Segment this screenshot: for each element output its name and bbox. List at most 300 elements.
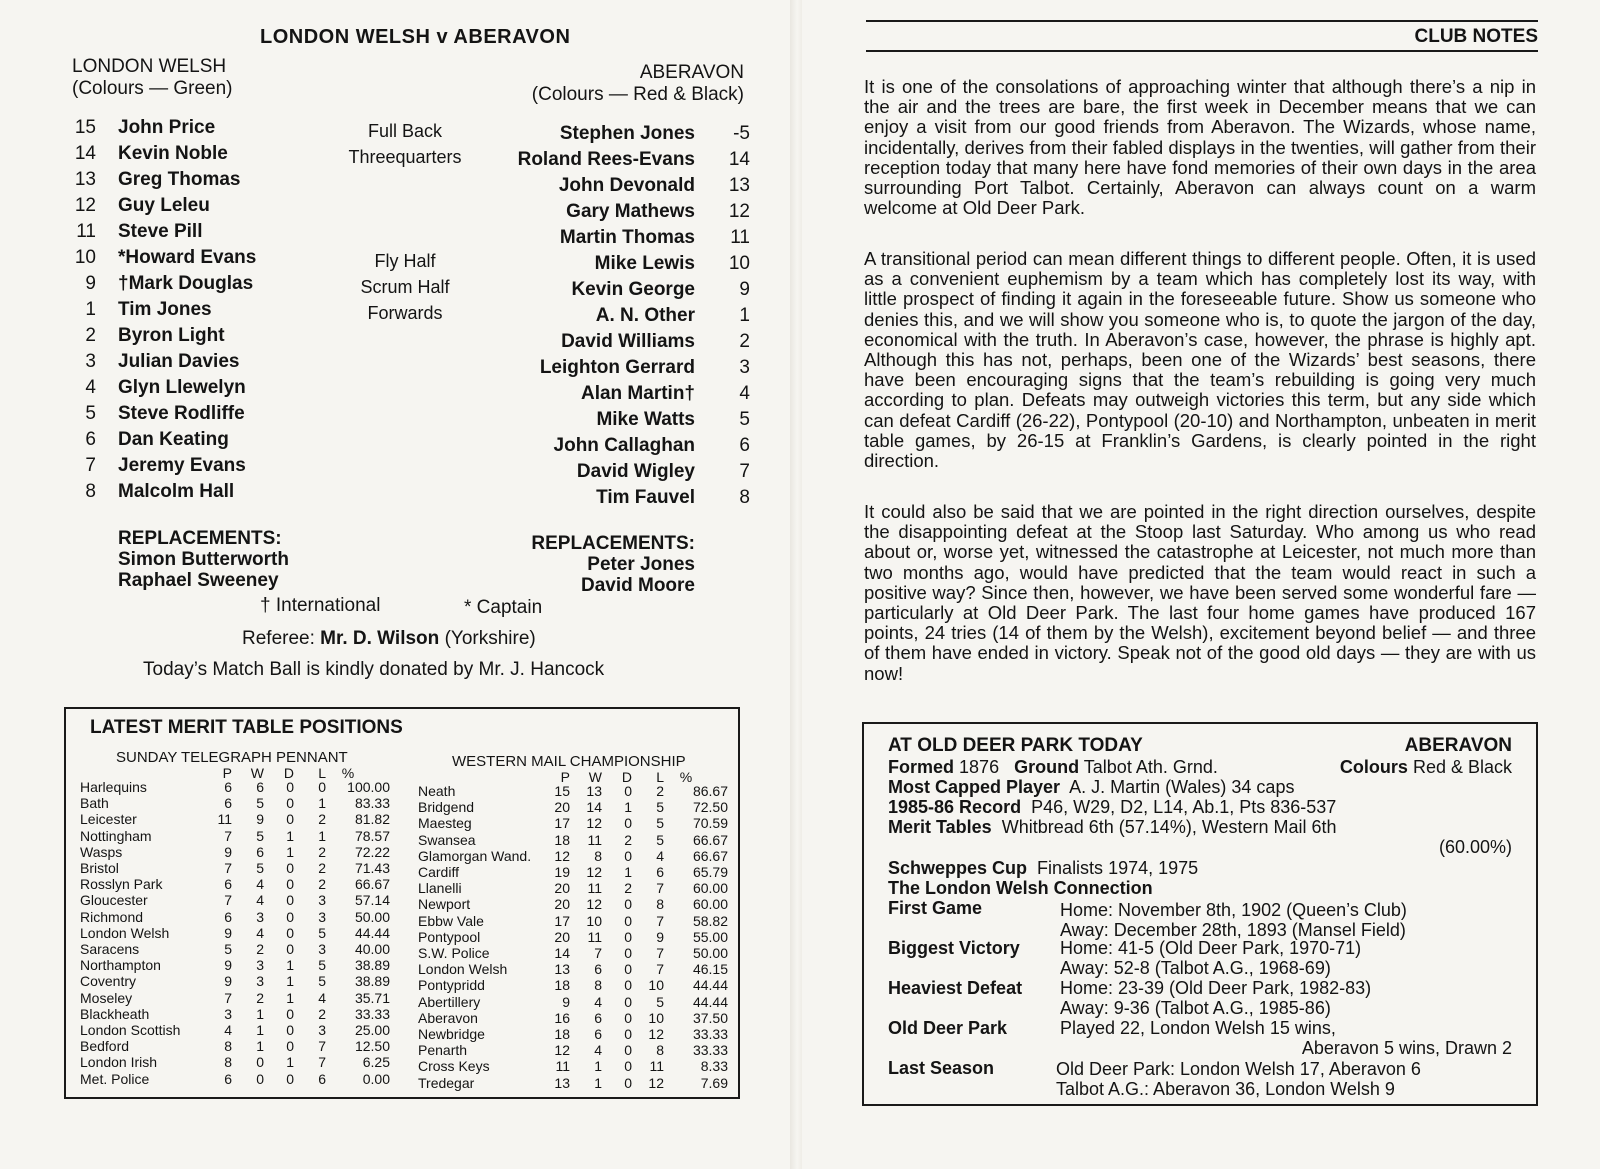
lost-cell: 2 [318, 860, 326, 876]
percent-cell: 37.50 [692, 1009, 728, 1026]
team-name-cell: Coventry [80, 973, 137, 990]
won-cell: 6 [594, 961, 602, 978]
team-name-cell: Bedford [80, 1038, 130, 1055]
played-cell: 5 [224, 941, 232, 957]
lost-cell: 4 [656, 847, 664, 864]
team-name-cell: London Irish [80, 1054, 158, 1071]
captain-note: * Captain [464, 597, 543, 618]
table-row [80, 1022, 394, 1038]
home-player-row [70, 429, 270, 455]
home-player-row [70, 403, 270, 429]
western-mail-title: WESTERN MAIL CHAMPIONSHIP [452, 753, 686, 770]
home-player-row [70, 377, 270, 403]
drawn-cell: 0 [624, 1058, 632, 1075]
away-player-row [480, 383, 750, 409]
won-cell: 7 [594, 945, 602, 961]
last-season-value-2: Talbot A.G.: Aberavon 36, London Welsh 9 [1056, 1079, 1395, 1099]
away-player-number: 14 [728, 149, 750, 170]
schweppes-line [888, 858, 1198, 878]
sunday-telegraph-title: SUNDAY TELEGRAPH PENNANT [116, 749, 348, 766]
percent-cell: 72.22 [354, 843, 390, 860]
team-name-cell: Bristol [80, 860, 119, 876]
lost-cell: 5 [318, 924, 326, 941]
won-cell: 12 [586, 815, 602, 832]
drawn-cell: 0 [624, 961, 632, 978]
team-name-cell: Llanelli [418, 880, 462, 897]
lost-cell: 2 [318, 843, 326, 860]
home-player-number: 9 [85, 273, 96, 294]
last-season-label: Last Season [888, 1058, 995, 1078]
drawn-cell: 0 [624, 1009, 632, 1026]
table-row [80, 1054, 394, 1070]
away-player-number: 13 [728, 175, 750, 196]
lost-cell: 5 [656, 993, 664, 1010]
won-cell: 1 [256, 1038, 264, 1055]
played-cell: 11 [217, 811, 232, 828]
ground-label: Ground [1014, 757, 1080, 777]
drawn-cell: 0 [286, 908, 294, 925]
drawn-cell: 0 [624, 847, 632, 864]
drawn-cell: 0 [624, 1074, 632, 1091]
percent-cell: 12.50 [354, 1038, 390, 1055]
drawn-cell: 0 [624, 1042, 632, 1059]
percent-cell: 25.00 [354, 1022, 390, 1038]
away-replacements-label: REPLACEMENTS: [531, 533, 695, 554]
won-cell: 5 [256, 795, 264, 812]
table-row [418, 1026, 732, 1042]
drawn-cell: 0 [624, 977, 632, 994]
home-player-row [70, 481, 270, 507]
lost-cell: 11 [649, 1058, 664, 1075]
lost-cell: 5 [656, 799, 664, 816]
referee-name: Mr. D. Wilson [320, 628, 440, 649]
merit-title: LATEST MERIT TABLE POSITIONS [90, 717, 403, 738]
team-name-cell: Nottingham [80, 827, 152, 844]
home-player-row [70, 299, 270, 325]
table-row [418, 896, 732, 912]
away-player-row [480, 253, 750, 279]
played-cell: 20 [554, 799, 570, 816]
away-player-number: 10 [728, 253, 750, 274]
away-player-number: 4 [739, 383, 750, 404]
played-cell: 12 [554, 847, 570, 864]
referee-region: (Yorkshire) [444, 628, 536, 649]
away-player-row [480, 305, 750, 331]
percent-cell: 78.57 [354, 827, 390, 844]
column-header: D [621, 769, 632, 785]
won-cell: 4 [256, 924, 264, 941]
referee-line [242, 628, 536, 650]
drawn-cell: 1 [286, 1054, 294, 1071]
top-rule [866, 20, 1538, 22]
home-player-name: Greg Thomas [118, 169, 241, 190]
heaviest-defeat-home: Home: 23-39 (Old Deer Park, 1982-83) [1060, 978, 1372, 998]
away-player-row [480, 487, 750, 513]
drawn-cell: 0 [286, 811, 294, 828]
played-cell: 20 [554, 880, 570, 897]
table-row [418, 864, 732, 880]
drawn-cell: 0 [286, 1070, 294, 1087]
played-cell: 18 [554, 977, 570, 994]
heaviest-defeat-away: Away: 9-36 (Talbot A.G., 1985-86) [1060, 998, 1331, 1018]
home-team-name: LONDON WELSH [72, 56, 227, 77]
lost-cell: 7 [656, 912, 664, 929]
lost-cell: 2 [656, 783, 664, 799]
percent-cell: 46.15 [692, 961, 728, 978]
merit-tables-label: Merit Tables [888, 817, 992, 837]
won-cell: 4 [594, 1042, 602, 1059]
team-name-cell: London Welsh [80, 924, 170, 941]
london-welsh-connection: The London Welsh Connection [888, 878, 1153, 898]
column-header: W [250, 765, 264, 781]
first-game-label: First Game [888, 898, 983, 918]
won-cell: 10 [586, 912, 602, 929]
table-row [80, 860, 394, 876]
home-player-name: Julian Davies [118, 351, 240, 372]
club-notes-paragraph-2: A transitional period can mean different things to different people. Often, it is used as a convenient euphemism by a team which has completely lost its way, with little prospect of finding it again in the foreseeable future. Show us someone who denies this, and we will show you someone who is, to quote the jargon of the day, economical with the truth. In Aberavon’s case, however, the phrase is highly apt. Although this has not, perhaps, been one of the Wizards’ best seasons, there have been encouraging signs that the team’s rebuilding is going very much according to plan. Defeats may outweigh victories this term, but any side which can defeat Cardiff (26-22), Pontypool (20-10) and Northampton, unbeaten in merit table games, by 26-15 at Franklin’s Gardens, is clearly pointed in the right direction. [864, 248, 1536, 472]
home-player-row [70, 325, 270, 351]
drawn-cell: 0 [624, 783, 632, 799]
international-note: † International [260, 595, 381, 616]
lost-cell: 12 [648, 1074, 664, 1091]
biggest-victory-home: Home: 41-5 (Old Deer Park, 1970-71) [1060, 938, 1362, 958]
table-row [418, 1010, 732, 1026]
played-cell: 3 [224, 1005, 232, 1022]
won-cell: 9 [256, 811, 264, 828]
table-row [80, 844, 394, 860]
home-player-number: 10 [74, 247, 96, 268]
played-cell: 15 [554, 783, 570, 799]
percent-cell: 38.89 [354, 973, 390, 990]
most-capped-line [888, 777, 1294, 797]
away-player-name: David Williams [561, 331, 695, 352]
home-replacements [118, 528, 289, 591]
formed-line [888, 757, 1218, 777]
percent-cell: 44.44 [692, 977, 728, 994]
team-name-cell: Wasps [80, 843, 123, 860]
merit-tables-value: Whitbread 6th (57.14%), Western Mail 6th [1001, 817, 1337, 837]
lost-cell: 10 [648, 977, 664, 994]
played-cell: 20 [554, 928, 570, 945]
percent-cell: 35.71 [354, 989, 390, 1006]
table-row [418, 994, 732, 1010]
won-cell: 3 [256, 973, 264, 990]
home-team-colours: (Colours — Green) [72, 78, 233, 99]
played-cell: 19 [554, 864, 570, 880]
played-cell: 4 [224, 1022, 232, 1038]
lost-cell: 2 [318, 1005, 326, 1022]
drawn-cell: 0 [286, 892, 294, 909]
home-player-name: John Price [118, 117, 216, 138]
team-name-cell: Newbridge [418, 1026, 485, 1042]
drawn-cell: 2 [624, 831, 632, 848]
column-header: % [679, 769, 693, 785]
home-player-number: 6 [85, 429, 96, 450]
today-team: ABERAVON [1404, 735, 1512, 756]
played-cell: 16 [554, 1009, 570, 1026]
table-row [418, 848, 732, 864]
lost-cell: 7 [318, 1054, 326, 1071]
lost-cell: 9 [656, 928, 664, 945]
team-name-cell: Newport [418, 896, 471, 913]
away-replacement-1: Peter Jones [587, 554, 695, 575]
team-name-cell: Northampton [80, 957, 161, 974]
drawn-cell: 0 [286, 1005, 294, 1022]
last-season-value: Old Deer Park: London Welsh 17, Aberavon 6 [1056, 1059, 1421, 1079]
drawn-cell: 0 [286, 860, 294, 876]
drawn-cell: 0 [624, 928, 632, 945]
colours-line [1340, 757, 1512, 777]
table-row [80, 957, 394, 973]
lost-cell: 7 [656, 961, 664, 978]
lost-cell: 5 [318, 957, 326, 974]
team-name-cell: Cardiff [418, 864, 459, 880]
table-row [418, 961, 732, 977]
away-player-name: Stephen Jones [559, 123, 695, 144]
column-header: D [283, 765, 294, 781]
home-player-row [70, 195, 270, 221]
most-capped-label: Most Capped Player [888, 777, 1061, 797]
away-player-row [480, 409, 750, 435]
most-capped-value: A. J. Martin (Wales) 34 caps [1069, 777, 1295, 797]
away-player-name: John Devonald [558, 175, 695, 196]
percent-cell: 7.69 [700, 1074, 728, 1091]
first-game-away: Away: December 28th, 1893 (Mansel Field) [1060, 920, 1406, 940]
home-player-row [70, 143, 270, 169]
table-row [80, 941, 394, 957]
lost-cell: 8 [656, 1042, 664, 1059]
home-player-name: *Howard Evans [118, 247, 257, 268]
percent-cell: 44.44 [354, 924, 390, 941]
team-name-cell: Met. Police [80, 1070, 150, 1087]
lost-cell: 7 [656, 945, 664, 961]
merit-tables-line [888, 817, 1337, 837]
home-player-number: 8 [85, 481, 96, 502]
won-cell: 0 [256, 1054, 264, 1071]
table-row [418, 929, 732, 945]
lost-cell: 6 [318, 1070, 326, 1087]
schweppes-value: Finalists 1974, 1975 [1037, 858, 1199, 878]
home-player-row [70, 247, 270, 273]
percent-cell: 66.67 [692, 831, 728, 848]
away-player-name: Leighton Gerrard [539, 357, 695, 378]
won-cell: 11 [587, 928, 602, 945]
position-label: Fly Half [374, 251, 436, 271]
played-cell: 17 [554, 912, 570, 929]
table-row [80, 973, 394, 989]
won-cell: 11 [587, 880, 602, 897]
drawn-cell: 0 [624, 912, 632, 929]
percent-cell: 100.00 [347, 779, 390, 795]
won-cell: 2 [256, 989, 264, 1006]
won-cell: 13 [586, 783, 602, 799]
home-player-number: 3 [85, 351, 96, 372]
title-rule [866, 50, 1538, 52]
away-player-name: David Wigley [576, 461, 695, 482]
at-old-deer-park-today-box [862, 722, 1538, 1106]
position-label: Full Back [367, 121, 443, 141]
first-game-home: Home: November 8th, 1902 (Queen’s Club) [1060, 900, 1407, 920]
home-player-name: Dan Keating [118, 429, 229, 450]
table-row [80, 811, 394, 827]
record-line [888, 797, 1336, 817]
home-player-name: Steve Rodliffe [118, 403, 245, 424]
colours-value: Red & Black [1412, 757, 1512, 777]
team-name-cell: Moseley [80, 989, 133, 1006]
team-name-cell: Bath [80, 795, 109, 812]
lost-cell: 2 [318, 876, 326, 893]
drawn-cell: 1 [624, 864, 632, 880]
home-player-row [70, 221, 270, 247]
won-cell: 3 [256, 957, 264, 974]
referee-label: Referee: [242, 628, 315, 649]
away-player-row [480, 461, 750, 487]
home-replacements-label: REPLACEMENTS: [118, 528, 282, 549]
drawn-cell: 0 [286, 1022, 294, 1038]
won-cell: 6 [594, 1026, 602, 1042]
club-notes-paragraph-1: It is one of the consolations of approaching winter that although there’s a nip in the air and the trees are bare, the first week in December means that we can enjoy a visit from our good friends from Aberavon. The Wizards, whose name, incidentally, derives from their fabled displays in the twenties, will gather from their reception today that many here have fond memories of their own days in the area surrounding Port Talbot. Certainly, Aberavon can always count on a warm welcome at Old Deer Park. [864, 76, 1536, 219]
lost-cell: 4 [318, 989, 326, 1006]
table-row [418, 799, 732, 815]
won-cell: 4 [594, 993, 602, 1010]
percent-cell: 55.00 [692, 928, 728, 945]
drawn-cell: 0 [624, 945, 632, 961]
away-player-row [480, 201, 750, 227]
played-cell: 18 [554, 831, 570, 848]
percent-cell: 50.00 [692, 945, 728, 961]
column-header: L [318, 765, 326, 781]
team-name-cell: Glamorgan Wand. [418, 847, 532, 864]
home-player-name: Tim Jones [118, 299, 212, 320]
played-cell: 9 [224, 843, 232, 860]
biggest-victory-away: Away: 52-8 (Talbot A.G., 1968-69) [1060, 958, 1331, 978]
percent-cell: 71.43 [354, 860, 390, 876]
position-label: Scrum Half [360, 277, 450, 297]
home-player-number: 13 [74, 169, 96, 190]
won-cell: 14 [586, 799, 602, 816]
percent-cell: 57.14 [354, 892, 390, 909]
record-label: 1985-86 Record [888, 797, 1022, 817]
old-deer-park-value: Played 22, London Welsh 15 wins, [1060, 1018, 1336, 1038]
played-cell: 9 [224, 924, 232, 941]
home-player-row [70, 117, 270, 143]
table-row [80, 925, 394, 941]
away-team-name: ABERAVON [639, 62, 744, 83]
won-cell: 1 [256, 1022, 264, 1038]
column-header: W [588, 769, 602, 785]
drawn-cell: 0 [624, 896, 632, 913]
away-player-row [480, 227, 750, 253]
percent-cell: 33.33 [692, 1026, 728, 1042]
table-row [418, 783, 732, 799]
drawn-cell: 1 [286, 989, 294, 1006]
percent-cell: 72.50 [692, 799, 728, 816]
biggest-victory-label: Biggest Victory [888, 938, 1020, 958]
drawn-cell: 1 [624, 799, 632, 816]
away-player-row [480, 435, 750, 461]
team-name-cell: Aberavon [418, 1009, 478, 1026]
lost-cell: 12 [648, 1026, 664, 1042]
home-player-number: 7 [85, 455, 96, 476]
away-player-number: 2 [739, 331, 750, 352]
team-name-cell: Penarth [418, 1042, 468, 1059]
percent-cell: 33.33 [692, 1042, 728, 1059]
table-row [418, 977, 732, 993]
drawn-cell: 2 [624, 880, 632, 897]
won-cell: 6 [256, 779, 264, 795]
played-cell: 13 [554, 1074, 570, 1091]
home-player-row [70, 351, 270, 377]
away-player-name: Alan Martin† [580, 383, 695, 404]
drawn-cell: 0 [624, 993, 632, 1010]
won-cell: 0 [256, 1070, 264, 1087]
away-player-name: John Callaghan [553, 435, 695, 456]
lost-cell: 5 [656, 831, 664, 848]
won-cell: 2 [256, 941, 264, 957]
away-replacements [531, 533, 695, 596]
formed-value: 1876 [959, 757, 1000, 777]
drawn-cell: 0 [286, 941, 294, 957]
lost-cell: 2 [318, 811, 326, 828]
table-row [418, 815, 732, 831]
table-row [418, 880, 732, 896]
position-label: Forwards [367, 303, 443, 323]
home-player-name: Malcolm Hall [118, 481, 235, 502]
sunday-telegraph-table [80, 765, 400, 1095]
page-gutter [790, 0, 802, 1169]
away-player-number: 12 [728, 201, 750, 222]
team-name-cell: Gloucester [80, 892, 148, 909]
home-player-number: 2 [85, 325, 96, 346]
team-name-cell: London Scottish [80, 1022, 181, 1038]
home-player-name: Byron Light [118, 325, 225, 346]
percent-cell: 66.67 [692, 847, 728, 864]
away-team-heading [532, 62, 744, 106]
percent-cell: 65.79 [692, 864, 728, 880]
played-cell: 14 [554, 945, 570, 961]
home-player-row [70, 273, 270, 299]
drawn-cell: 0 [286, 1038, 294, 1055]
won-cell: 1 [594, 1058, 602, 1075]
away-player-name: Gary Mathews [566, 201, 695, 222]
percent-cell: 40.00 [354, 941, 390, 957]
played-cell: 8 [224, 1054, 232, 1071]
away-player-name: Tim Fauvel [596, 487, 695, 508]
ground-value: Talbot Ath. Grnd. [1083, 757, 1218, 777]
played-cell: 6 [224, 779, 232, 795]
team-name-cell: Blackheath [80, 1005, 150, 1022]
won-cell: 11 [587, 831, 602, 848]
team-name-cell: Maesteg [418, 815, 472, 832]
percent-cell: 66.67 [354, 876, 390, 893]
home-replacement-2: Raphael Sweeney [118, 570, 279, 591]
home-player-number: 4 [85, 377, 96, 398]
home-team-heading [72, 56, 233, 100]
team-name-cell: Saracens [80, 941, 140, 957]
home-player-number: 15 [74, 117, 96, 138]
won-cell: 3 [256, 908, 264, 925]
team-name-cell: Ebbw Vale [418, 912, 484, 929]
away-player-row [480, 149, 750, 175]
won-cell: 1 [594, 1074, 602, 1091]
percent-cell: 81.82 [354, 811, 390, 828]
column-header: P [560, 769, 570, 785]
away-player-row [480, 175, 750, 201]
table-row [80, 1071, 394, 1087]
table-row [80, 828, 394, 844]
drawn-cell: 0 [624, 815, 632, 832]
won-cell: 1 [256, 1005, 264, 1022]
